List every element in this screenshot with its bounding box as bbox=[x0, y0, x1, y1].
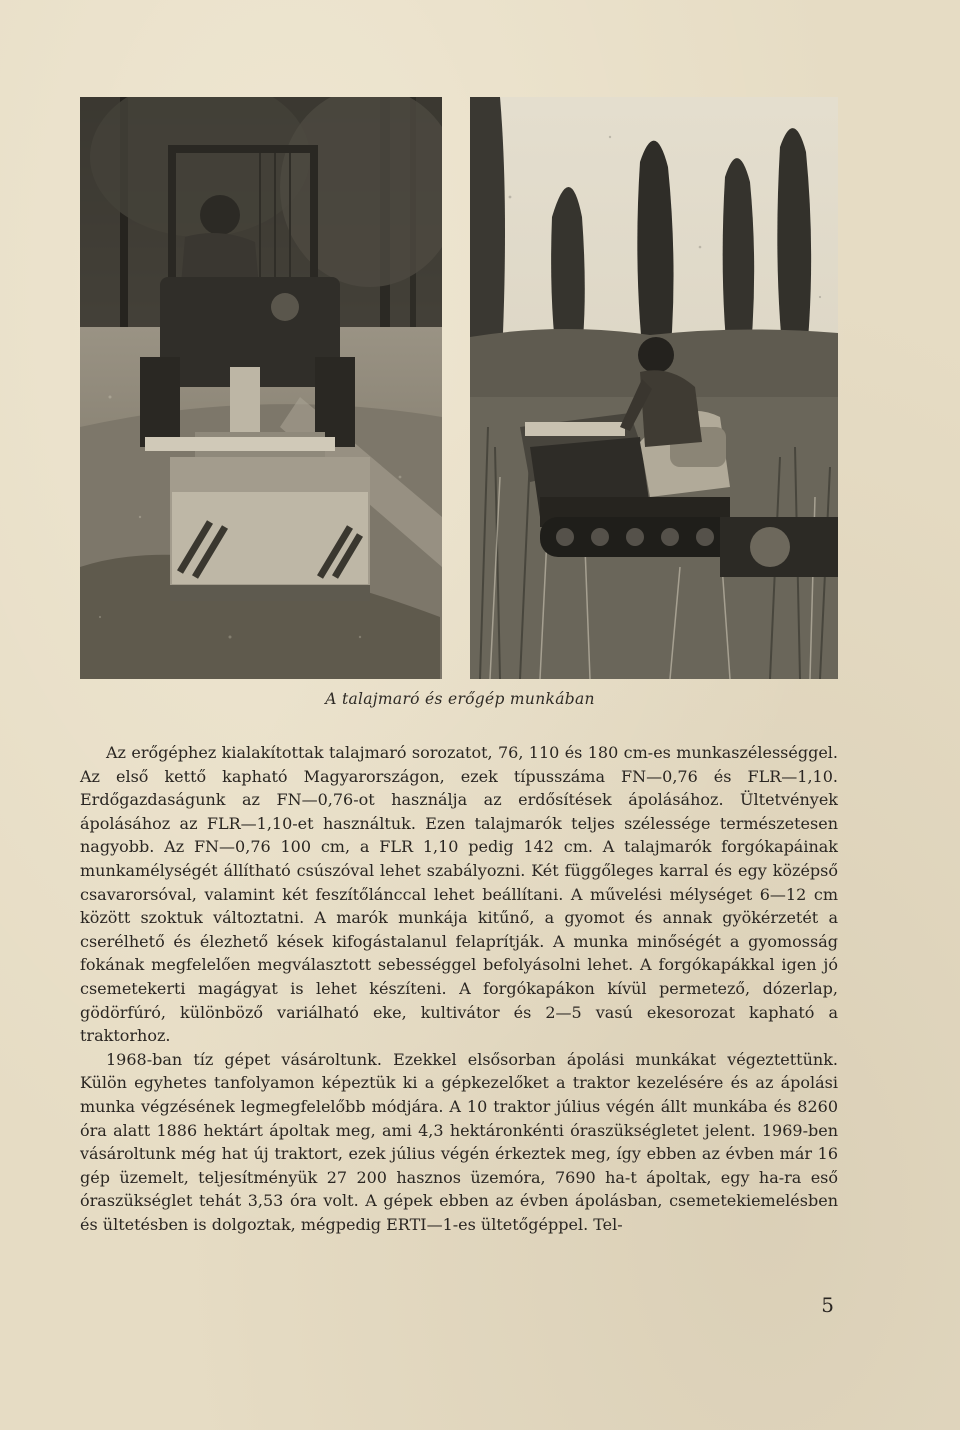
page-number: 5 bbox=[821, 1293, 834, 1317]
photo-rotary-tiller-image bbox=[80, 97, 442, 679]
paragraph-rotary-tillers: Az erőgéphez kialakítottak talajmaró sorozatot, 76, 110 és 180 cm-es munkaszélességgel. Az első kettő kapható Magyarországon, ezek típusszáma FN—0,76 és FLR—1,10. Erdőgazdaságunk az FN—0,76-ot használja az erdősítések ápolásához. Ültetvények ápolásához az FLR—1,10-et használtuk. Ezen talajmarók teljes szélessége természetesen nagyobb. Az FN—0,76 100 cm, a FLR 1,10 pedig 142 cm. A talajmarók forgókapáinak munkamélységét állítható csúszóval lehet szabályozni. Két függőleges karral és egy középső csavarorsóval, valamint két feszítőlánccal lehet beállítani. A művelési mélységet 6—12 cm között szoktuk változtatni. A marók munkája kitűnő, a gyomot és annak gyökérzetét a cserélhető és élezhető kések kifogástalanul felaprítják. A munka minőségét a gyomosság fokának megfelelően megválasztott sebességgel befolyásolni lehet. A forgókapákkal igen jó csemetekerti magágyat is lehet készíteni. A forgókapákon kívül permetező, dózerlap, gödörfúró, különböző variálható eke, kultivátor és 2—5 vasú ekesorozat kapható a traktorhoz. bbox=[80, 743, 838, 1046]
paragraph-tractor-purchases: 1968-ban tíz gépet vásároltunk. Ezekkel elsősorban ápolási munkákat végeztettünk. Külön egyhetes tanfolyamon képeztük ki a gépkezelőket a traktor kezelésére és az ápolási munka végzésének legmegfelelőbb módjára. A 10 traktor július végén állt munkába és 8260 óra alatt 1886 hektárt ápoltak meg, ami 4,3 hektáronkénti óraszükségletet jelent. 1969-ben vásároltunk még hat új traktort, ezek július végén érkeztek meg, így ebben az évben már 16 gép üzemelt, teljesítményük 27 200 hasznos üzemóra, 7690 ha-t ápoltak, egy ha-ra eső óraszükséglet tehát 3,53 óra volt. A gépek ebben az évben ápolásban, csemetekiemelésben és ültetésben is dolgoztak, mégpedig ERTI—1-es ültetőgéppel. Tel- bbox=[80, 1049, 838, 1234]
article-body bbox=[80, 741, 838, 1236]
photo-tractor-with-driver-among-poplars bbox=[470, 97, 838, 679]
photo-tractor-poplars-image bbox=[470, 97, 838, 679]
figure-caption: A talajmaró és erőgép munkában bbox=[325, 690, 595, 708]
photo-rotary-tiller-rear-view bbox=[80, 97, 442, 679]
